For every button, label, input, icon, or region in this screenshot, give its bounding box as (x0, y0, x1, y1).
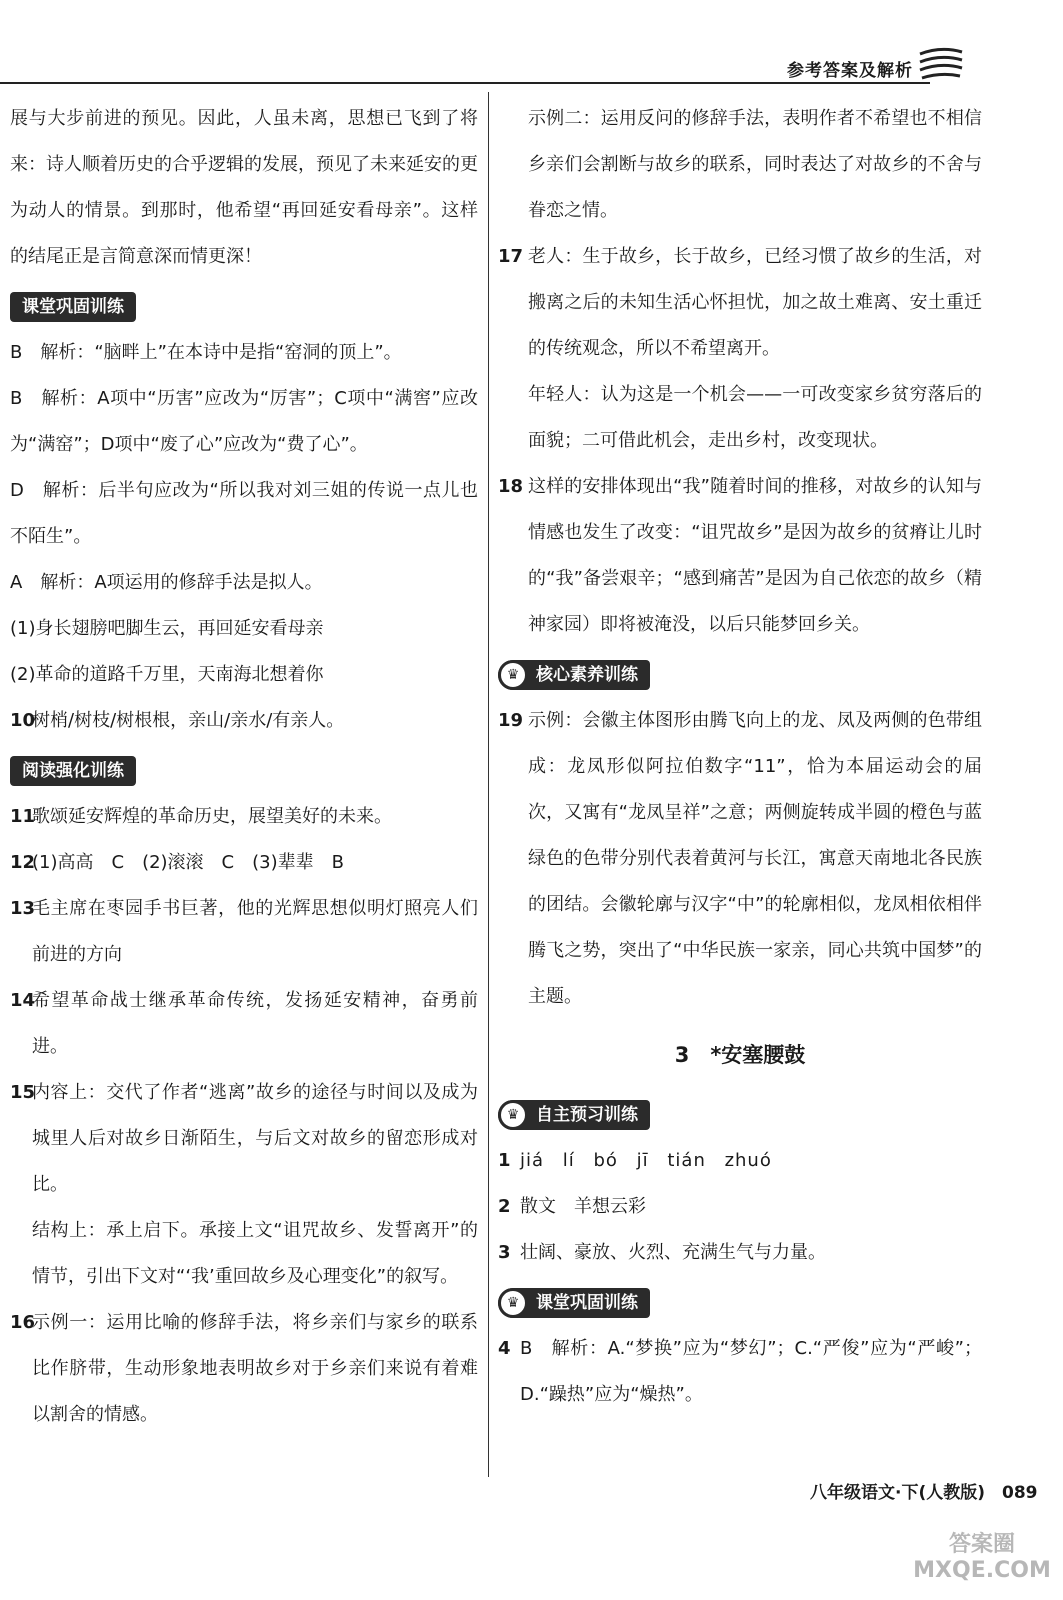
section-header-reading (10, 756, 136, 786)
section-header-core (498, 660, 650, 690)
item-text: 树梢/树枝/树根根，亲山/亲水/有亲人。 (32, 710, 345, 731)
answer-item (10, 840, 478, 886)
item-number: 3 (498, 1242, 511, 1263)
section-label: 课堂巩固训练 (536, 1293, 638, 1313)
item-text: 示例：会徽主体图形由腾飞向上的龙、凤及两侧的色带组成：龙凤形似阿拉伯数字“11”，恰为本届运动会的届次，又寓有“龙凤呈祥”之意；两侧旋转成半圆的橙色与蓝绿色的色带分别代表着黄河与长江，寓意天南地北各民族的团结。会徽轮廓与汉字“中”的轮廓相似，龙凤相依相伴腾飞之势，突出了“中华民族一家亲，同心共筑中国梦”的主题。 (528, 710, 982, 1007)
crown-icon: ♛ (498, 660, 528, 690)
item-number: 10 (10, 710, 36, 731)
answer-item (498, 1230, 982, 1276)
watermark-logo: 答案圈 MXQE.COM (913, 1532, 1051, 1583)
item-number: 19 (498, 710, 524, 731)
item-number: 12 (10, 852, 36, 873)
answer-continuation: 结构上：承上启下。承接上文“诅咒故乡、发誓离开”的情节，引出下文对“‘我’重回故乡及心理变化”的叙写。 (32, 1220, 478, 1287)
item-text: 老人：生于故乡，长于故乡，已经习惯了故乡的生活，对搬离之后的未知生活心怀担忧，加之故土难离、安土重迁的传统观念，所以不希望离开。 (528, 246, 982, 359)
section-label: 课堂巩固训练 (22, 297, 124, 317)
book-stack-icon (918, 44, 964, 84)
header-rule (0, 82, 930, 84)
answer-item (498, 234, 982, 372)
answer-continuation: 示例二：运用反问的修辞手法，表明作者不希望也不相信乡亲们会割断与故乡的联系，同时表达了对故乡的不舍与眷恋之情。 (528, 108, 982, 221)
item-text: 希望革命战士继承革命传统，发扬延安精神，奋勇前进。 (32, 990, 478, 1057)
page-header (0, 0, 1063, 90)
intro-paragraph: 展与大步前进的预见。因此，人虽未离，思想已飞到了将来：诗人顺着历史的合乎逻辑的发展，预见了未来延安的更为动人的情景。到那时，他希望“再回延安看母亲”。这样的结尾正是言简意深而情更深！ (10, 108, 478, 267)
item-text: 壮阔、豪放、火烈、充满生气与力量。 (520, 1242, 826, 1263)
answer-item: B 解析：“脑畔上”在本诗中是指“窑洞的顶上”。 (10, 342, 402, 363)
item-text: 示例一：运用比喻的修辞手法，将乡亲们与家乡的联系比作脐带，生动形象地表明故乡对于乡亲们来说有着难以割舍的情感。 (32, 1312, 478, 1425)
item-text: 内容上：交代了作者“逃离”故乡的途径与时间以及成为城里人后对故乡日渐陌生，与后文对故乡的留恋形成对比。 (32, 1082, 478, 1195)
answer-item: (1)身长翅膀吧脚生云，再回延安看母亲 (10, 618, 324, 639)
item-text: (1)高高 C (2)滚滚 C (3)辈辈 B (32, 852, 344, 873)
item-text: 这样的安排体现出“我”随着时间的推移，对故乡的认知与情感也发生了改变：“诅咒故乡”是因为故乡的贫瘠让儿时的“我”备尝艰辛；“感到痛苦”是因为自己依恋的故乡（精神家园）即将被淹没，以后只能梦回乡关。 (528, 476, 982, 635)
section-header-classroom (10, 292, 136, 322)
answer-item (10, 1300, 478, 1438)
item-number: 15 (10, 1082, 36, 1103)
item-number: 17 (498, 246, 524, 267)
crown-icon: ♛ (498, 1100, 528, 1130)
section-label: 自主预习训练 (536, 1105, 638, 1125)
answer-item: (2)革命的道路千万里，天南海北想着你 (10, 664, 324, 685)
answer-item: A 解析：A项运用的修辞手法是拟人。 (10, 572, 323, 593)
item-number: 16 (10, 1312, 36, 1333)
answer-item (498, 1138, 982, 1184)
answer-item (10, 698, 478, 744)
answer-item: D 解析：后半句应改为“所以我对刘三姐的传说一点儿也不陌生”。 (10, 480, 478, 547)
answer-item (498, 1184, 982, 1230)
answer-continuation: 年轻人：认为这是一个机会——一可改变家乡贫穷落后的面貌；二可借此机会，走出乡村，改变现状。 (528, 384, 982, 451)
item-text: B 解析：A.“梦换”应为“梦幻”；C.“严俊”应为“严峻”；D.“躁热”应为“燥热”。 (520, 1338, 982, 1405)
header-title: 参考答案及解析 (787, 61, 913, 81)
answer-item (498, 464, 982, 648)
section-header-preview (498, 1100, 650, 1130)
column-divider (488, 92, 489, 1477)
right-column (498, 96, 982, 1418)
item-number: 1 (498, 1150, 511, 1171)
answer-item (10, 886, 478, 978)
answer-item: B 解析：A项中“历害”应改为“厉害”；C项中“满窖”应改为“满窑”；D项中“废了心”应改为“费了心”。 (10, 388, 478, 455)
item-number: 11 (10, 806, 36, 827)
item-number: 2 (498, 1196, 511, 1217)
item-number: 13 (10, 898, 36, 919)
item-text: 散文 羊想云彩 (520, 1196, 646, 1217)
answer-item (10, 978, 478, 1070)
answer-item (498, 1326, 982, 1418)
answer-item (10, 1070, 478, 1208)
answer-item (10, 794, 478, 840)
lesson-title: 3 *安塞腰鼓 (674, 1043, 806, 1067)
section-header-classroom-2 (498, 1288, 650, 1318)
section-label: 核心素养训练 (536, 665, 638, 685)
item-number: 18 (498, 476, 524, 497)
item-text: 歌颂延安辉煌的革命历史，展望美好的未来。 (32, 806, 392, 827)
item-text: jiá lí bó jī tián zhuó (520, 1150, 772, 1171)
left-column (10, 96, 478, 1438)
item-text: 毛主席在枣园手书巨著，他的光辉思想似明灯照亮人们前进的方向 (32, 898, 478, 965)
item-number: 14 (10, 990, 36, 1011)
crown-icon: ♛ (498, 1288, 528, 1318)
section-label: 阅读强化训练 (22, 761, 124, 781)
page-footer: 八年级语文·下(人教版) 089 (810, 1483, 1038, 1503)
answer-item (498, 698, 982, 1020)
item-number: 4 (498, 1338, 511, 1359)
